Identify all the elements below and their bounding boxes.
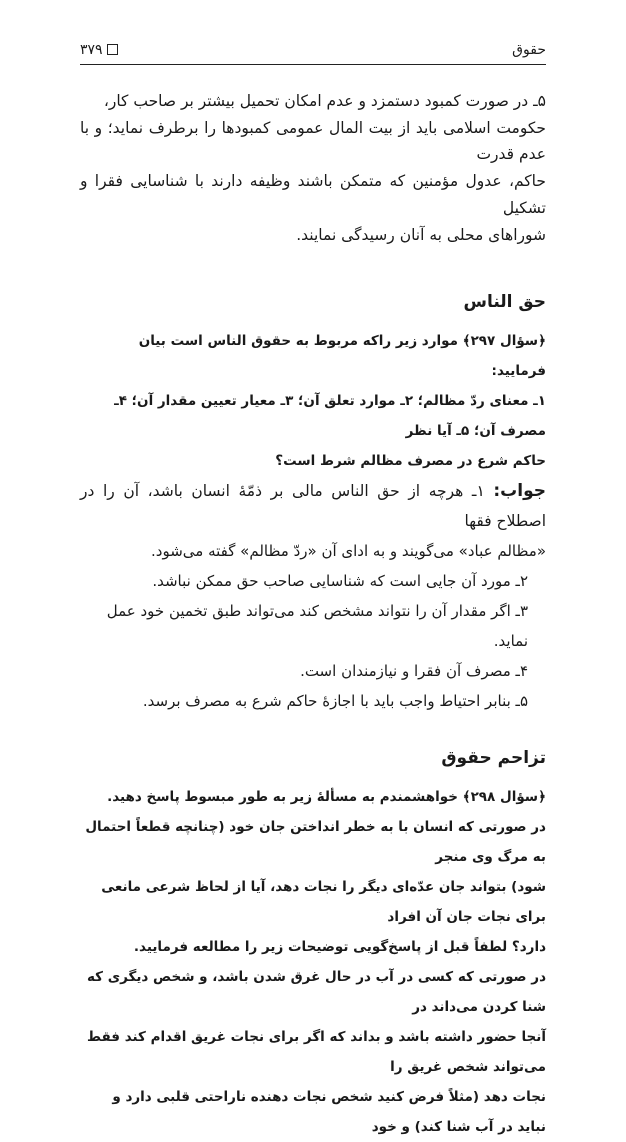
page-number-value: ۳۷۹ (80, 42, 103, 58)
page-content (80, 88, 546, 1142)
question-298-line: در صورتی که کسی در آب در حال غرق شدن باشد، و شخص دیگری که شنا کردن می‌داند در (87, 969, 546, 1016)
running-title: حقوق (512, 42, 546, 58)
question-298-line: ﴿سؤال ۲۹۸﴾ خواهشمندم به مسألهٔ زیر به طور مبسوط پاسخ دهید. (107, 789, 546, 806)
question-297-line: ۱ـ معنای ردّ مظالم؛ ۲ـ موارد تعلق آن؛ ۳ـ معیار تعیین مقدار آن؛ ۴ـ مصرف آن؛ ۵ـ آیا نظر (114, 393, 546, 440)
question-298-line: آنجا حضور داشته باشد و بداند که اگر برای نجات غریق اقدام کند فقط می‌تواند شخص غریق را (87, 1029, 546, 1076)
question-298-line: دارد؟ لطفاً قبل از پاسخ‌گویی توضیحات زیر را مطالعه فرمایید. (133, 939, 546, 956)
intro-line: ۵ـ در صورت کمبود دستمزد و عدم امکان تحمیل بیشتر بر صاحب کار، (103, 92, 546, 110)
square-ornament-icon (107, 44, 118, 55)
question-297-line: حاکم شرع در مصرف مظالم شرط است؟ (275, 453, 546, 470)
question-298-line: نجات دهد (مثلاً فرض کنید شخص نجات دهنده ناراحتی قلبی دارد و نباید در آب شنا کند) و خود (112, 1089, 546, 1136)
intro-line: حکومت اسلامی باید از بیت المال عمومی کمبودها را برطرف نماید؛ و با عدم قدرت (80, 118, 546, 164)
section-heading-tazahom: تزاحم حقوق (441, 748, 546, 769)
answer-text: ۱ـ هرچه از حق الناس مالی بر ذمّهٔ انسان باشد، آن را در اصطلاح فقها (80, 482, 546, 531)
answer-item: ۵ـ بنابر احتیاط واجب باید با اجازهٔ حاکم شرع به مصرف برسد. (142, 692, 528, 711)
answer-label: جواب: (493, 481, 546, 502)
intro-line: شوراهای محلی به آنان رسیدگی نمایند. (296, 225, 546, 244)
question-297-line: ﴿سؤال ۲۹۷﴾ موارد زیر راکه مربوط به حقوق الناس است بیان فرمایید: (138, 333, 546, 380)
answer-line (80, 476, 546, 536)
question-298-line: شود) بتواند جان عدّه‌ای دیگر را نجات دهد، آیا از لحاظ شرعی مانعی برای نجات جان آن افراد (101, 879, 546, 926)
intro-line: حاکم، عدول مؤمنین که متمکن باشند وظیفه دارند با شناسایی فقرا و تشکیل (80, 172, 546, 217)
answer-line: «مظالم عباد» می‌گویند و به ادای آن «ردّ مظالم» گفته می‌شود. (151, 542, 546, 561)
answer-item: ۴ـ مصرف آن فقرا و نیازمندان است. (300, 662, 528, 681)
answer-item: ۳ـ اگر مقدار آن را نتواند مشخص کند می‌تواند طبق تخمین خود عمل نماید. (106, 602, 528, 651)
answer-item: ۲ـ مورد آن جایی است که شناسایی صاحب حق ممکن نباشد. (152, 572, 528, 591)
section-heading-haq-al-nas: حق الناس (463, 292, 546, 313)
running-header (80, 40, 546, 65)
question-298-line: در صورتی که انسان با به خطر انداختن جان خود (چنانچه قطعاً احتمال به مرگ وی منجر (85, 819, 546, 866)
page-number (80, 42, 118, 58)
